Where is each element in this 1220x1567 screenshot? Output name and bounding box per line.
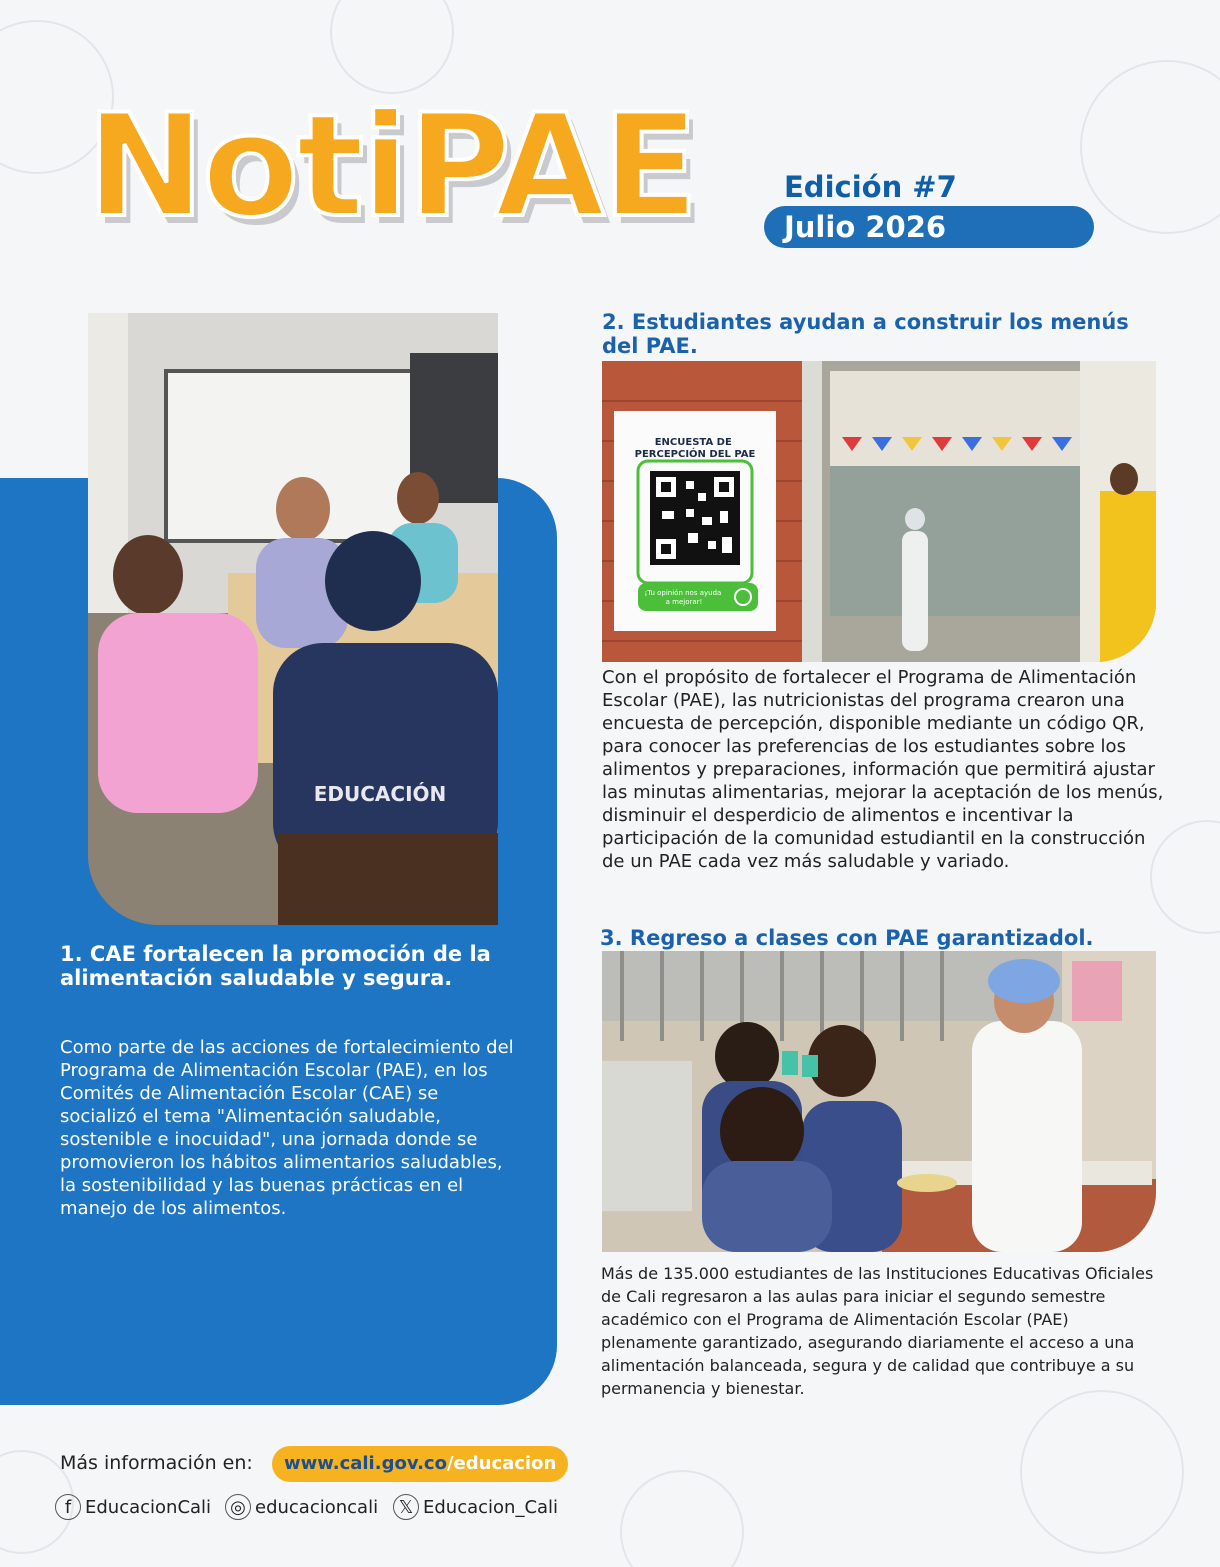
background-fruit-outline — [330, 0, 454, 94]
x-icon: 𝕏 — [393, 1494, 419, 1520]
website-domain: www.cali.gov.co — [284, 1453, 447, 1474]
background-fruit-outline — [1080, 60, 1220, 234]
section2-body: Con el propósito de fortalecer el Programa de Alimentación Escolar (PAE), las nutricionistas del programa crearon una encuesta de percepción, disponible mediante un código QR, para conocer las preferencias de los estudiantes sobre los alimentos y preparaciones, información que permitirá ajustar las minutas alimentarias, mejorar la aceptación de los menús, disminuir el desperdicio de alimentos e incentivar la participación de la comunidad estudiantil en la construcción de un PAE cada vez más saludable y variado. — [602, 667, 1164, 872]
section3-title: 3. Regreso a clases con PAE garantizadol. — [600, 926, 1094, 950]
poster-footer: ¡Tu opinión nos ayuda a mejorar! — [644, 589, 722, 606]
social-instagram[interactable] — [225, 1494, 378, 1520]
website-link[interactable] — [272, 1446, 568, 1482]
section1-body: Como parte de las acciones de fortalecimiento del Programa de Alimentación Escolar (PAE), en los Comités de Alimentación Escolar (CAE) se socializó el tema "Alimentación saludable, sostenible e inocuidad", una jornada donde se promovieron los hábitos alimentarios saludables, la sostenibilidad y las buenas prácticas en el manejo de los alimentos. — [60, 1037, 514, 1219]
facebook-icon: f — [55, 1494, 81, 1520]
section1-title: 1. CAE fortalecen la promoción de la alimentación saludable y segura. — [60, 942, 491, 990]
social-facebook[interactable] — [55, 1494, 211, 1520]
website-path: /educacion — [446, 1453, 557, 1474]
cae-meeting-photo — [88, 313, 498, 925]
poster-title: ENCUESTA DE PERCEPCIÓN DEL PAE — [634, 437, 756, 460]
back-to-school-photo — [602, 951, 1156, 1252]
background-fruit-outline — [620, 1470, 744, 1567]
social-handle: educacioncali — [255, 1496, 379, 1518]
instagram-icon: ◎ — [225, 1494, 251, 1520]
social-handle: EducacionCali — [85, 1496, 212, 1518]
edition-date-badge: Julio 2026 — [764, 206, 1094, 248]
qr-survey-photo — [602, 361, 1156, 662]
background-fruit-outline — [1020, 1390, 1184, 1554]
edition-number: Edición #7 — [784, 170, 957, 204]
social-handle: Educacion_Cali — [423, 1496, 559, 1518]
masthead-title: NotiPAE — [86, 84, 696, 249]
section2-title: 2. Estudiantes ayudan a construir los menús del PAE. — [602, 310, 1129, 358]
vest-text: EDUCACIÓN — [313, 782, 447, 806]
section3-body: Más de 135.000 estudiantes de las Instituciones Educativas Oficiales de Cali regresaron a las aulas para iniciar el segundo semestre académico con el Programa de Alimentación Escolar (PAE) plenamente garantizado, asegurando diariamente el acceso a una alimentación balanceada, segura y de calidad que contribuye a su permanencia y bienestar. — [601, 1264, 1154, 1398]
more-info-label: Más información en: — [60, 1452, 253, 1474]
social-x[interactable] — [393, 1494, 558, 1520]
